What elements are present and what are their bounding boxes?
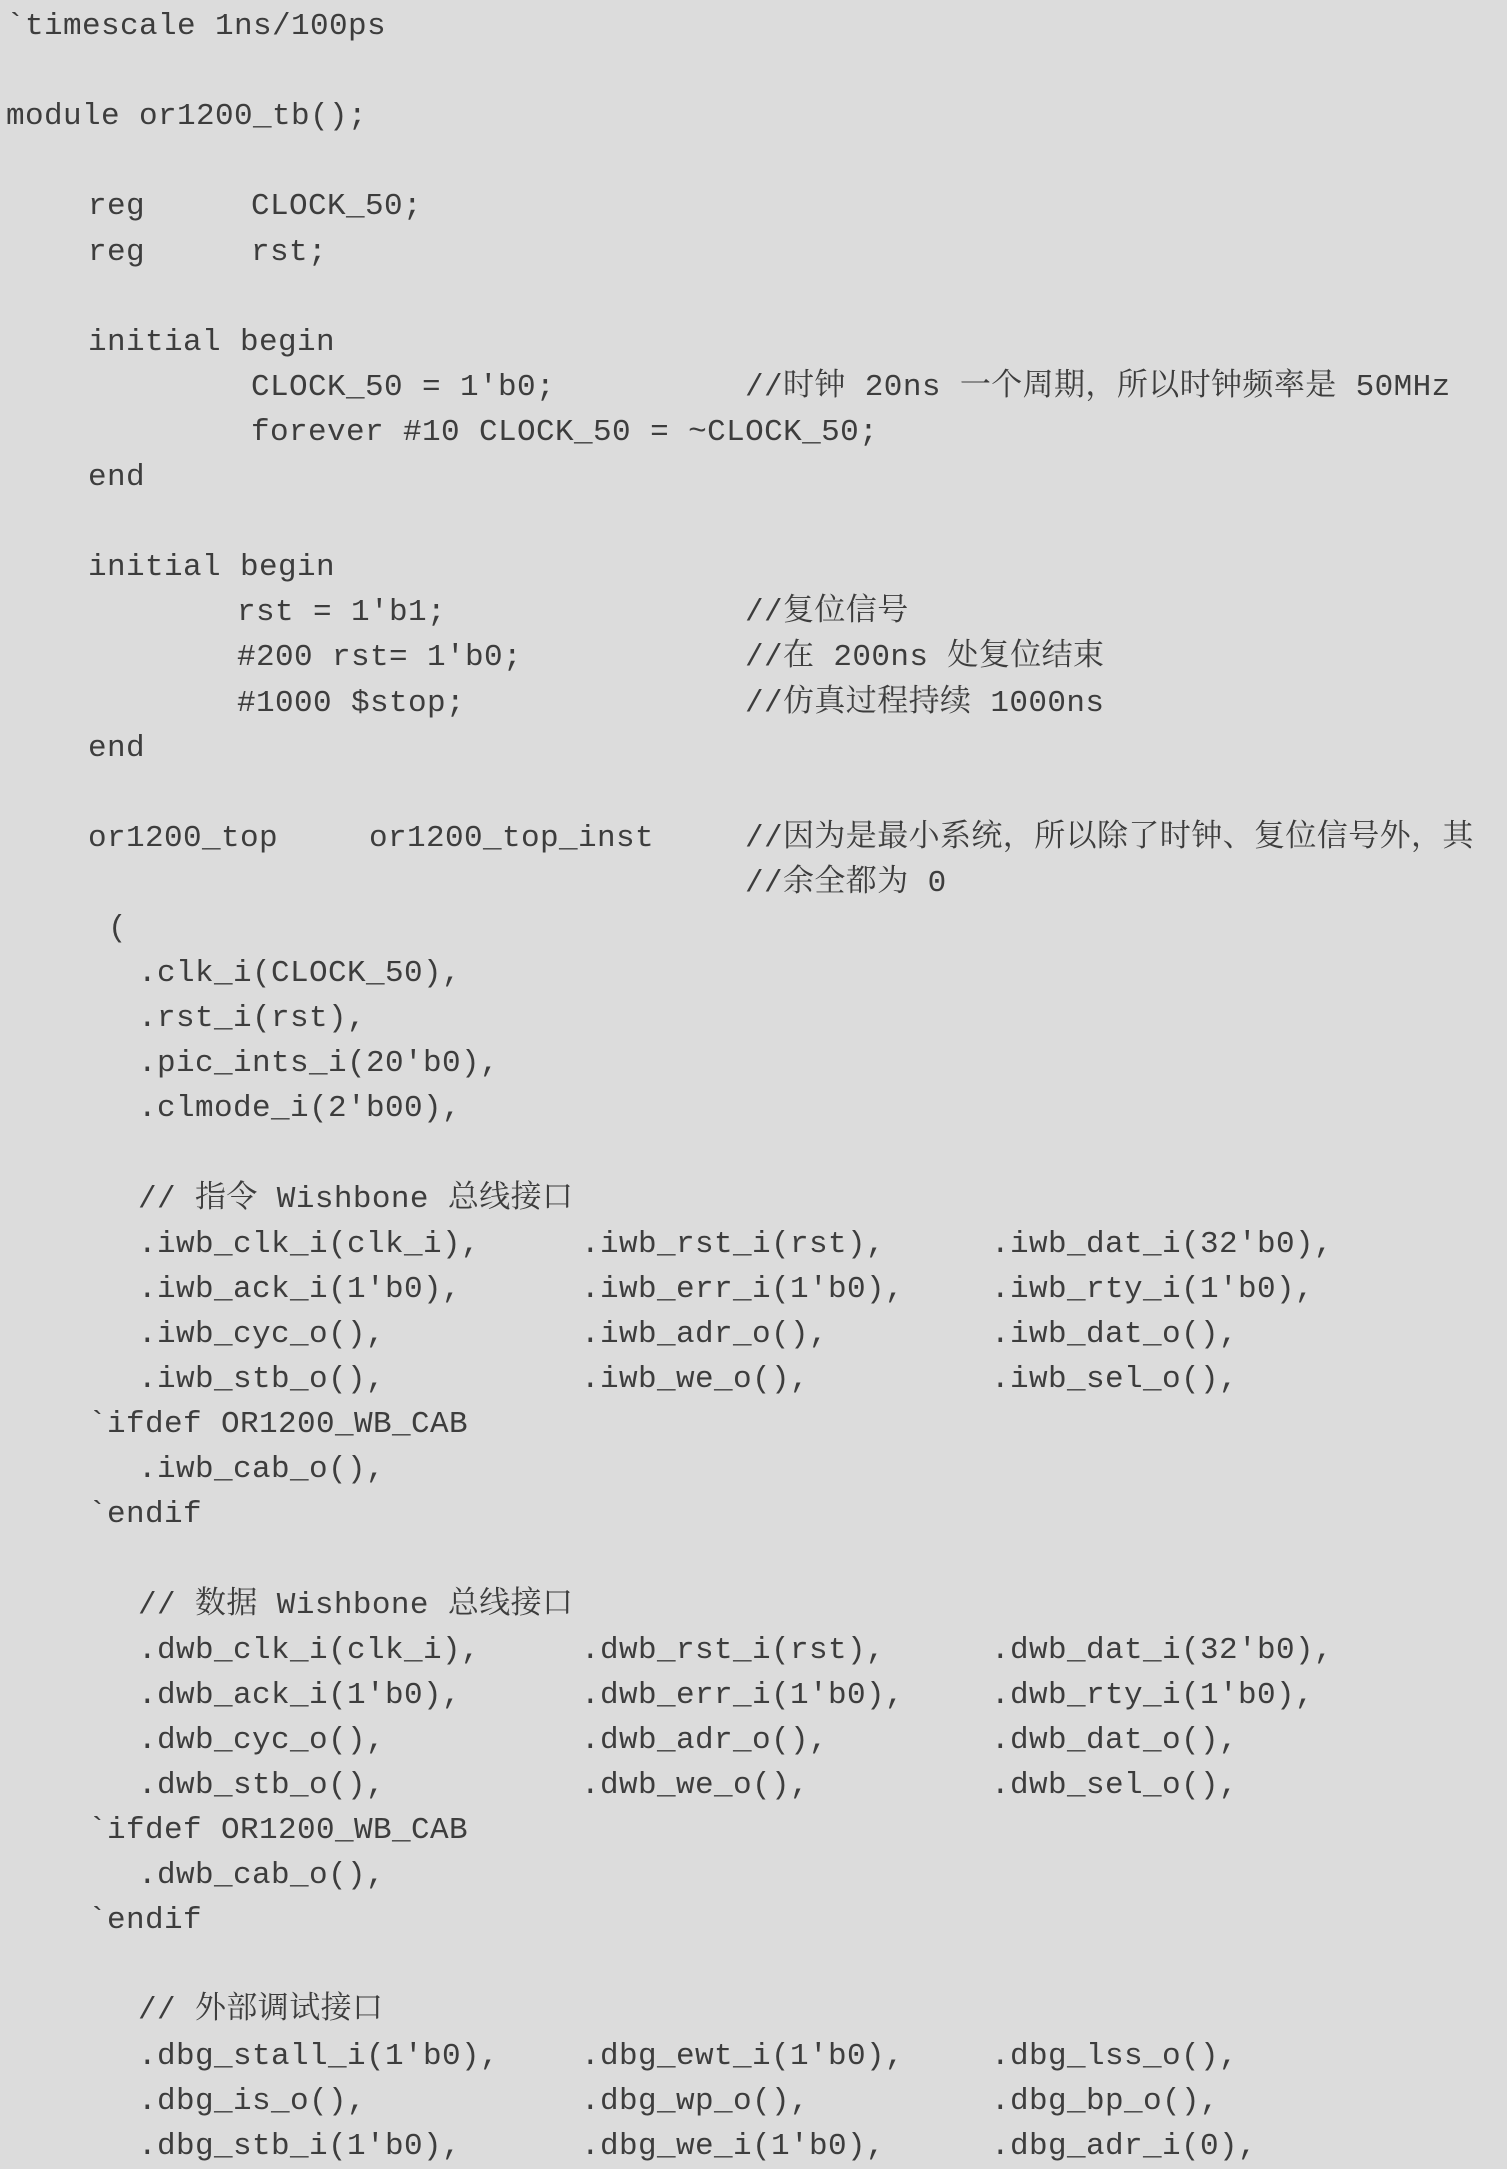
code-token: .dbg_adr_i(0),	[991, 2128, 1258, 2164]
code-token: forever #10 CLOCK_50 = ~CLOCK_50;	[251, 414, 879, 450]
code-token: .dbg_stb_i(1'b0),	[138, 2128, 462, 2164]
code-token: .iwb_stb_o(),	[138, 1362, 386, 1397]
code-comment: //复位信号	[745, 595, 909, 631]
code-token: or1200_top_inst	[369, 820, 655, 856]
code-token: .dwb_err_i(1'b0),	[581, 1677, 905, 1713]
code-token: .dwb_adr_o(),	[581, 1722, 829, 1758]
code-token: `ifdef OR1200_WB_CAB	[88, 1407, 469, 1443]
code-token: .iwb_adr_o(),	[581, 1316, 829, 1352]
code-token: .iwb_err_i(1'b0),	[581, 1271, 905, 1307]
code-token: .iwb_dat_i(32'b0),	[991, 1226, 1334, 1262]
code-comment: // 外部调试接口	[138, 1993, 384, 2029]
code-token: .iwb_rty_i(1'b0),	[991, 1271, 1315, 1307]
code-token: `timescale 1ns/100ps	[6, 9, 387, 44]
code-token: .iwb_clk_i(clk_i),	[138, 1226, 481, 1262]
code-token: .dwb_stb_o(),	[138, 1767, 386, 1803]
code-comment: // 指令 Wishbone 总线接口	[138, 1181, 574, 1217]
code-token: .dbg_we_i(1'b0),	[581, 2128, 886, 2164]
code-token: .iwb_ack_i(1'b0),	[138, 1271, 462, 1307]
code-token: .dwb_clk_i(clk_i),	[138, 1632, 481, 1668]
code-token: .dwb_dat_o(),	[991, 1722, 1239, 1758]
code-token: .dwb_rst_i(rst),	[581, 1632, 886, 1668]
code-token: .iwb_sel_o(),	[991, 1362, 1239, 1397]
code-token: .pic_ints_i(20'b0),	[138, 1046, 500, 1082]
code-comment: //余全都为 0	[745, 865, 947, 901]
code-token: or1200_top	[88, 820, 279, 856]
code-token: .iwb_rst_i(rst),	[581, 1226, 886, 1262]
code-token: rst = 1'b1;	[237, 595, 447, 631]
code-comment: //在 200ns 处复位结束	[745, 640, 1105, 676]
code-token: .iwb_we_o(),	[581, 1362, 810, 1397]
code-token: end	[88, 460, 146, 495]
code-token: .dwb_sel_o(),	[991, 1767, 1239, 1803]
code-comment: // 数据 Wishbone 总线接口	[138, 1587, 574, 1623]
code-token: .dwb_cyc_o(),	[138, 1722, 386, 1758]
code-token: #200 rst= 1'b0;	[237, 640, 523, 676]
code-comment: //仿真过程持续 1000ns	[745, 685, 1105, 721]
code-token: .dbg_ewt_i(1'b0),	[581, 2038, 905, 2074]
code-comment: //因为是最小系统，所以除了时钟、复位信号外，其	[745, 820, 1474, 856]
code-token: .dbg_bp_o(),	[991, 2083, 1220, 2119]
code-token: .dbg_is_o(),	[138, 2083, 367, 2119]
code-token: .dbg_lss_o(),	[991, 2038, 1239, 2074]
code-token: .dbg_wp_o(),	[581, 2083, 810, 2119]
code-token: `ifdef OR1200_WB_CAB	[88, 1813, 469, 1848]
code-token: .dbg_stall_i(1'b0),	[138, 2038, 500, 2074]
code-token: CLOCK_50 = 1'b0;	[251, 369, 556, 405]
code-token: module or1200_tb();	[6, 99, 368, 135]
code-token: reg	[88, 189, 146, 225]
code-token: reg	[88, 234, 146, 270]
code-token: CLOCK_50;	[251, 189, 423, 225]
code-token: rst;	[251, 234, 328, 270]
code-token: .clmode_i(2'b00),	[138, 1091, 462, 1127]
code-token: .iwb_cyc_o(),	[138, 1316, 386, 1352]
code-token: end	[88, 730, 146, 766]
code-token: initial begin	[88, 324, 336, 360]
code-comment: //时钟 20ns 一个周期，所以时钟频率是 50MHz	[745, 369, 1451, 405]
code-token: .dwb_we_o(),	[581, 1767, 810, 1803]
code-token: .dwb_ack_i(1'b0),	[138, 1677, 462, 1713]
code-token: #1000 $stop;	[237, 685, 466, 721]
code-token: initial begin	[88, 550, 336, 586]
code-token: .dwb_dat_i(32'b0),	[991, 1632, 1334, 1668]
code-token: .dwb_cab_o(),	[138, 1858, 386, 1894]
code-token: .dwb_rty_i(1'b0),	[991, 1677, 1315, 1713]
code-token: .iwb_cab_o(),	[138, 1452, 386, 1488]
code-token: `endif	[88, 1497, 203, 1533]
code-token: (	[108, 911, 128, 946]
code-token: `endif	[88, 1903, 203, 1939]
code-token: .iwb_dat_o(),	[991, 1316, 1239, 1352]
code-token: .clk_i(CLOCK_50),	[138, 956, 462, 992]
code-token: .rst_i(rst),	[138, 1001, 367, 1037]
